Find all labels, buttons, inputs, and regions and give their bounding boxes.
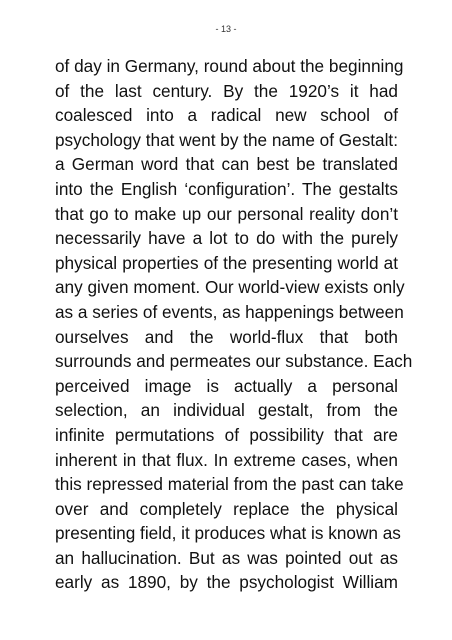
text-line: perceived image is actually a personal bbox=[55, 375, 398, 396]
text-line: physical properties of the presenting world at bbox=[55, 252, 398, 273]
text-line: this repressed material from the past can take bbox=[55, 474, 404, 495]
text-line: any given moment. Our world-view exists only bbox=[55, 277, 405, 298]
text-line: infinite permutations of possibility that are bbox=[55, 424, 398, 445]
text-line: presenting field, it produces what is known as bbox=[55, 523, 401, 544]
text-line: coalesced into a radical new school of bbox=[55, 105, 398, 126]
text-line: into the English ‘configuration’. The gestalts bbox=[55, 178, 398, 199]
page-number: - 13 - bbox=[215, 24, 237, 34]
text-line: necessarily have a lot to do with the purely bbox=[55, 228, 398, 249]
text-line: of day in Germany, round about the beginning bbox=[55, 56, 404, 76]
text-line: that go to make up our personal reality don’t bbox=[55, 203, 398, 224]
body-text bbox=[55, 54, 413, 595]
text-line: psychology that went by the name of Gestalt: bbox=[55, 129, 398, 150]
text-line: surrounds and permeates our substance. Each bbox=[55, 351, 413, 372]
text-line: ourselves and the world-flux that both bbox=[55, 326, 398, 347]
text-line: early as 1890, by the psychologist William bbox=[55, 572, 398, 593]
text-line: a German word that can best be translated bbox=[55, 154, 398, 175]
text-line: selection, an individual gestalt, from the bbox=[55, 400, 398, 421]
text-line: an hallucination. But as was pointed out as bbox=[55, 547, 398, 568]
text-line: inherent in that flux. In extreme cases, when bbox=[55, 449, 398, 470]
text-line: over and completely replace the physical bbox=[55, 498, 398, 519]
text-line: of the last century. By the 1920’s it had bbox=[55, 80, 398, 101]
text-line: as a series of events, as happenings between bbox=[55, 301, 404, 322]
